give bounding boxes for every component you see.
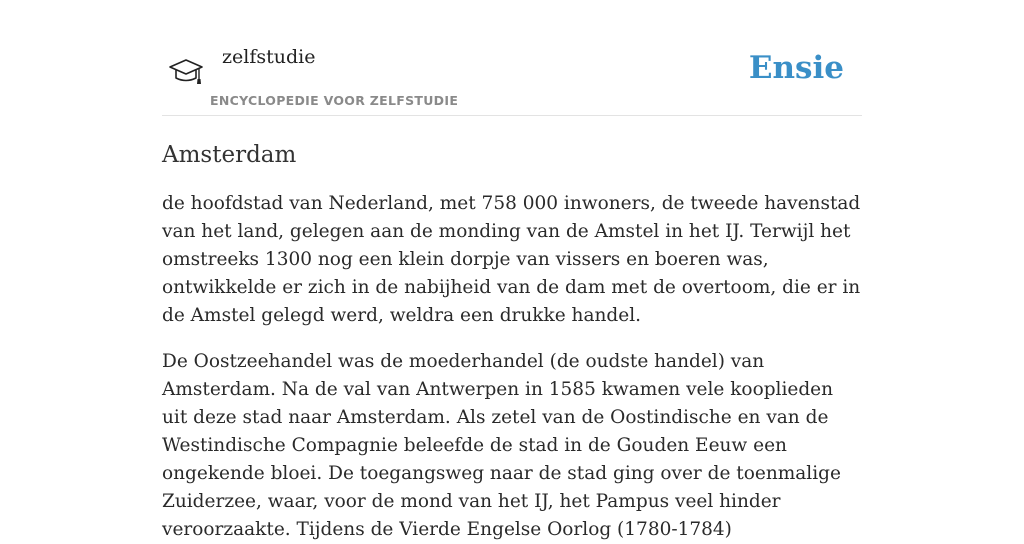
article-paragraph: de hoofdstad van Nederland, met 758 000 inwoners, de tweede havenstad van het land, gelegen aan de monding van de Amstel in het IJ. Terwijl het omstreeks 1300 nog een klein dorpje van vissers en boeren was, ontwikkelde er zich in de nabijheid van de dam met de overtoom, die er in de Amstel gelegd werd, weldra een drukke handel. [162,193,861,326]
page-container [162,0,862,544]
site-header [162,0,862,116]
page-title: Amsterdam [162,142,297,168]
article-paragraph: De Oostzeehandel was de moederhandel (de oudste handel) van Amsterdam. Na de val van Antwerpen in 1585 kwamen vele kooplieden uit deze stad naar Amsterdam. Als zetel van de Oostindische en van de Westindische Compagnie beleefde de stad in de Gouden Eeuw een ongekende bloei. De toegangsweg naar de stad ging over de toenmalige Zuiderzee, waar, voor de mond van het IJ, het Pampus veel hinder veroorzaakte. Tijdens de Vierde Engelse Oorlog (1780-1784) [162,351,841,540]
graduation-cap-icon [166,54,206,88]
site-name[interactable]: zelfstudie [222,46,316,68]
site-tagline: ENCYCLOPEDIE VOOR ZELFSTUDIE [210,93,459,108]
brand-logo[interactable]: Ensie [748,50,844,86]
